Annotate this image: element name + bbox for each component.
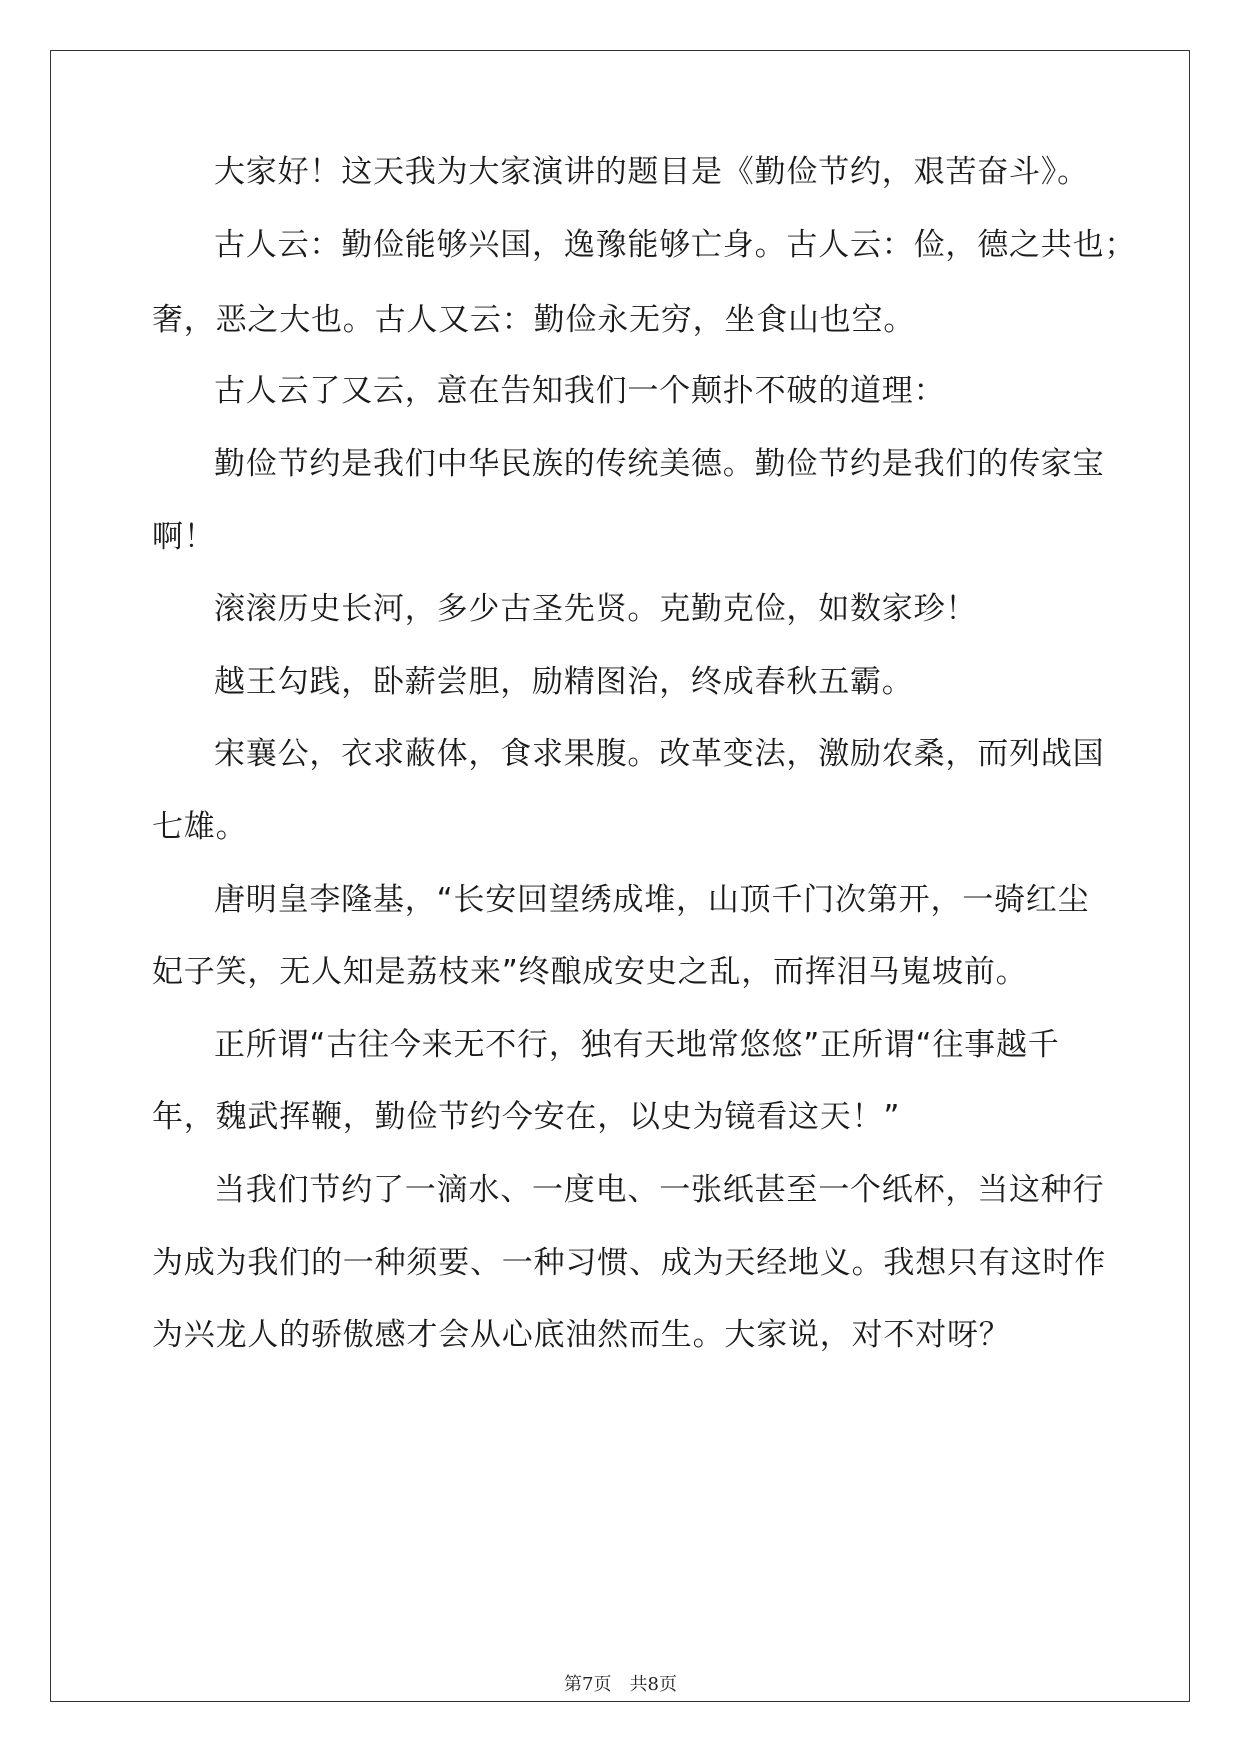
text-line: 为成为我们的一种须要、一种习惯、成为天经地义。我想只有这时作	[152, 1245, 1106, 1281]
page-number: 第7页 共8页	[564, 1674, 677, 1695]
text-line: 七雄。	[152, 809, 248, 845]
text-line: 当我们节约了一滴水、一度电、一张纸甚至一个纸杯，当这种行	[214, 1172, 1105, 1208]
text-line: 滚滚历史长河，多少古圣先贤。克勤克俭，如数家珍！	[214, 591, 978, 627]
text-line: 大家好！这天我为大家演讲的题目是《勤俭节约，艰苦奋斗》。	[214, 154, 1089, 190]
text-line: 勤俭节约是我们中华民族的传统美德。勤俭节约是我们的传家宝	[214, 446, 1105, 482]
text-line: 唐明皇李隆基，“长安回望绣成堆，山顶千门次第开，一骑红尘	[214, 882, 1090, 918]
text-line: 越王勾践，卧薪尝胆，励精图治，终成春秋五霸。	[214, 664, 914, 700]
text-line: 宋襄公，衣求蔽体，食求果腹。改革变法，激励农桑，而列战国	[214, 736, 1105, 772]
text-line: 正所谓“古往今来无不行，独有天地常悠悠”正所谓“往事越千	[214, 1027, 1060, 1063]
text-line: 啊！	[152, 519, 216, 555]
text-line: 古人云了又云，意在告知我们一个颠扑不破的道理：	[214, 373, 946, 409]
text-line: 奢，恶之大也。古人又云：勤俭永无穷，坐食山也空。	[152, 302, 916, 338]
text-line: 年，魏武挥鞭，勤俭节约今安在，以史为镜看这天！”	[152, 1099, 901, 1135]
text-line: 妃子笑，无人知是荔枝来”终酿成安史之乱，而挥泪马嵬坡前。	[152, 954, 1028, 990]
text-line: 为兴龙人的骄傲感才会从心底油然而生。大家说，对不对呀？	[152, 1317, 1011, 1353]
text-line: 古人云：勤俭能够兴国，逸豫能够亡身。古人云：俭，德之共也；	[214, 227, 1137, 263]
page-frame	[50, 50, 1190, 1702]
